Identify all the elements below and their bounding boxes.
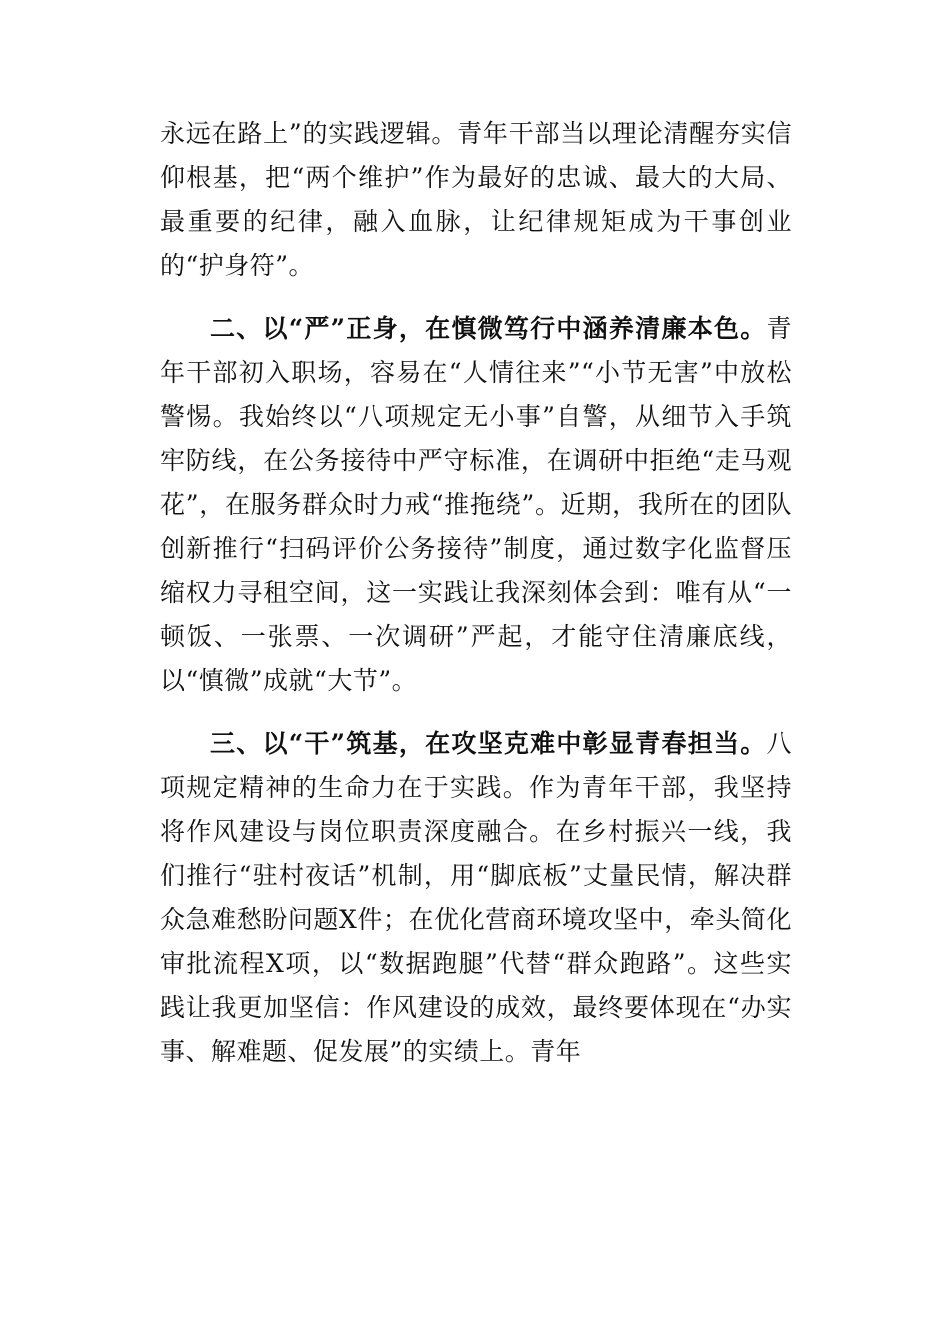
paragraph-2-body: 青年干部初入职场，容易在“人情往来”“小节无害”中放松警惕。我始终以“八项规定无小事”自警，从细节入手筑牢防线，在公务接待中严守标准，在调研中拒绝“走马观花”，在服务群众时力戒“推拖绕”。近期，我所在的团队创新推行“扫码评价公务接待”制度，通过数字化监督压缩权力寻租空间，这一实践让我深刻体会到：唯有从“一顿饭、一张票、一次调研”严起，才能守住清廉底线，以“慎微”成就“大节”。	[160, 314, 793, 695]
paragraph-3-body: 八项规定精神的生命力在于实践。作为青年干部，我坚持将作风建设与岗位职责深度融合。在乡村振兴一线，我们推行“驻村夜话”机制，用“脚底板”丈量民情，解决群众急难愁盼问题X件；在优化营商环境攻坚中，牵头简化审批流程X项，以“数据跑腿”代替“群众跑路”。这些实践让我更加坚信：作风建设的成效，最终要体现在“办实事、解难题、促发展”的实绩上。青年	[160, 729, 792, 1066]
paragraph-3-heading: 三、以“干”筑基，在攻坚克难中彰显青春担当。	[210, 729, 767, 758]
paragraph-1	[160, 112, 792, 288]
paragraph-1-body: 永远在路上”的实践逻辑。青年干部当以理论清醒夯实信仰根基，把“两个维护”作为最好的忠诚、最大的大局、最重要的纪律，融入血脉，让纪律规矩成为干事创业的“护身符”。	[160, 119, 792, 280]
paragraph-2-heading: 二、以“严”正身，在慎微笃行中涵养清廉本色。	[210, 314, 767, 343]
paragraph-2	[160, 307, 792, 703]
document-page	[160, 112, 792, 1074]
paragraph-3	[160, 722, 792, 1074]
